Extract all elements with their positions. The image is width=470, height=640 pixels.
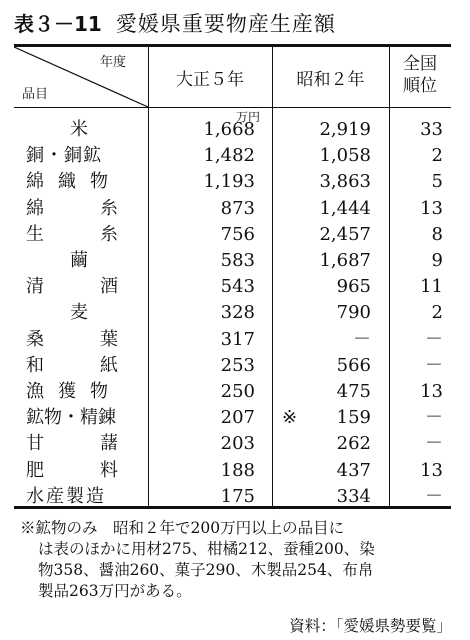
value-showa: － [353, 328, 371, 350]
data-table [14, 44, 451, 509]
item-name: 銅・銅鉱 [26, 145, 102, 167]
table-row [14, 354, 451, 378]
value-taisho: 188 [220, 459, 255, 481]
footnote-line: 製品263万円がある。 [38, 582, 192, 600]
source-citation: 資料：「愛媛県勢要覧」 [289, 617, 452, 635]
item-name: 桑葉 [26, 328, 174, 350]
footnote [20, 518, 460, 602]
item-name: 和紙 [26, 354, 174, 376]
item-name: 肥料 [26, 459, 174, 481]
value-showa: 334 [336, 485, 371, 507]
value-rank: 33 [420, 119, 443, 140]
value-rank: 2 [431, 145, 443, 167]
table-row [14, 249, 451, 273]
value-showa: 2,457 [319, 223, 371, 245]
value-taisho: 583 [220, 250, 255, 271]
value-taisho: 253 [220, 354, 255, 376]
note-mark: ※ [282, 407, 298, 429]
value-showa: 475 [336, 381, 371, 402]
table-row [14, 144, 451, 168]
value-rank: － [425, 354, 443, 376]
unit-label: 万円 [236, 110, 261, 124]
value-showa: 2,919 [319, 119, 371, 140]
table-row [14, 275, 451, 299]
value-showa: 965 [336, 276, 371, 298]
value-showa: 1,444 [319, 197, 371, 219]
table-row [14, 459, 451, 483]
header-col-rank: 全国 順位 [403, 54, 437, 96]
value-rank: － [425, 485, 443, 507]
value-rank: － [425, 407, 443, 429]
value-showa: 3,863 [319, 171, 371, 193]
item-name: 麦 [70, 302, 88, 324]
value-rank: 2 [431, 302, 443, 324]
table-row [14, 223, 451, 247]
value-taisho: 250 [220, 381, 255, 402]
value-taisho: 207 [220, 407, 255, 429]
value-rank: 13 [420, 381, 443, 402]
table-row [14, 485, 451, 509]
footnote-line: ※鉱物のみ 昭和２年で200万円以上の品目に [20, 519, 345, 537]
value-showa: 437 [336, 459, 371, 481]
header-col-taisho: 大正５年 [176, 69, 244, 90]
value-showa: 566 [336, 354, 371, 376]
value-taisho: 328 [220, 302, 255, 324]
table-row [14, 406, 451, 430]
item-name: 鉱物・精錬 [26, 407, 116, 429]
value-taisho: 543 [220, 276, 255, 298]
table-title [14, 8, 336, 38]
value-showa: 159 [336, 407, 371, 429]
table-row [14, 301, 451, 325]
value-rank: 13 [420, 459, 443, 481]
item-name: 綿織物 [26, 171, 122, 193]
footnote-line: は表のほかに用材275、柑橘212、蚕種200、染 [38, 540, 375, 558]
item-name: 水産製造 [26, 485, 106, 507]
value-rank: 5 [431, 171, 443, 193]
value-rank: 13 [420, 197, 443, 219]
value-rank: 9 [431, 250, 443, 271]
value-taisho: 175 [220, 485, 255, 507]
table-row [14, 328, 451, 352]
value-showa: 790 [336, 302, 371, 324]
value-taisho: 756 [220, 223, 255, 245]
value-rank: 8 [431, 223, 443, 245]
header-item-label: 品目 [22, 87, 49, 102]
item-name: 甘藷 [26, 433, 174, 455]
table-caption: 愛媛県重要物産生産額 [115, 12, 336, 36]
table-number: 表３－11 [14, 12, 102, 36]
header-year-label: 年度 [100, 55, 127, 70]
item-name: 漁獲物 [26, 381, 122, 402]
value-taisho: 317 [220, 328, 255, 350]
table-row [14, 432, 451, 456]
value-taisho: 873 [220, 197, 255, 219]
item-name: 繭 [70, 250, 88, 271]
table-row [14, 380, 451, 404]
header-divider [14, 107, 451, 108]
item-name: 綿糸 [26, 197, 174, 219]
table-row [14, 118, 451, 142]
value-rank: 11 [420, 276, 443, 298]
value-showa: 1,058 [319, 145, 371, 167]
value-rank: － [425, 328, 443, 350]
value-taisho: 203 [220, 433, 255, 455]
item-name: 生糸 [26, 223, 174, 245]
value-showa: 262 [336, 433, 371, 455]
table-row [14, 170, 451, 194]
table-row [14, 197, 451, 221]
value-rank: － [425, 433, 443, 455]
value-taisho: 1,193 [203, 171, 255, 193]
value-taisho: 1,668 [203, 119, 255, 140]
item-name: 米 [70, 119, 88, 140]
header-col-showa: 昭和２年 [296, 69, 365, 90]
value-taisho: 1,482 [203, 145, 255, 167]
footnote-line: 物358、醤油260、菓子290、木製品254、布帛 [38, 561, 374, 579]
item-name: 清酒 [26, 276, 174, 298]
value-showa: 1,687 [319, 250, 371, 271]
